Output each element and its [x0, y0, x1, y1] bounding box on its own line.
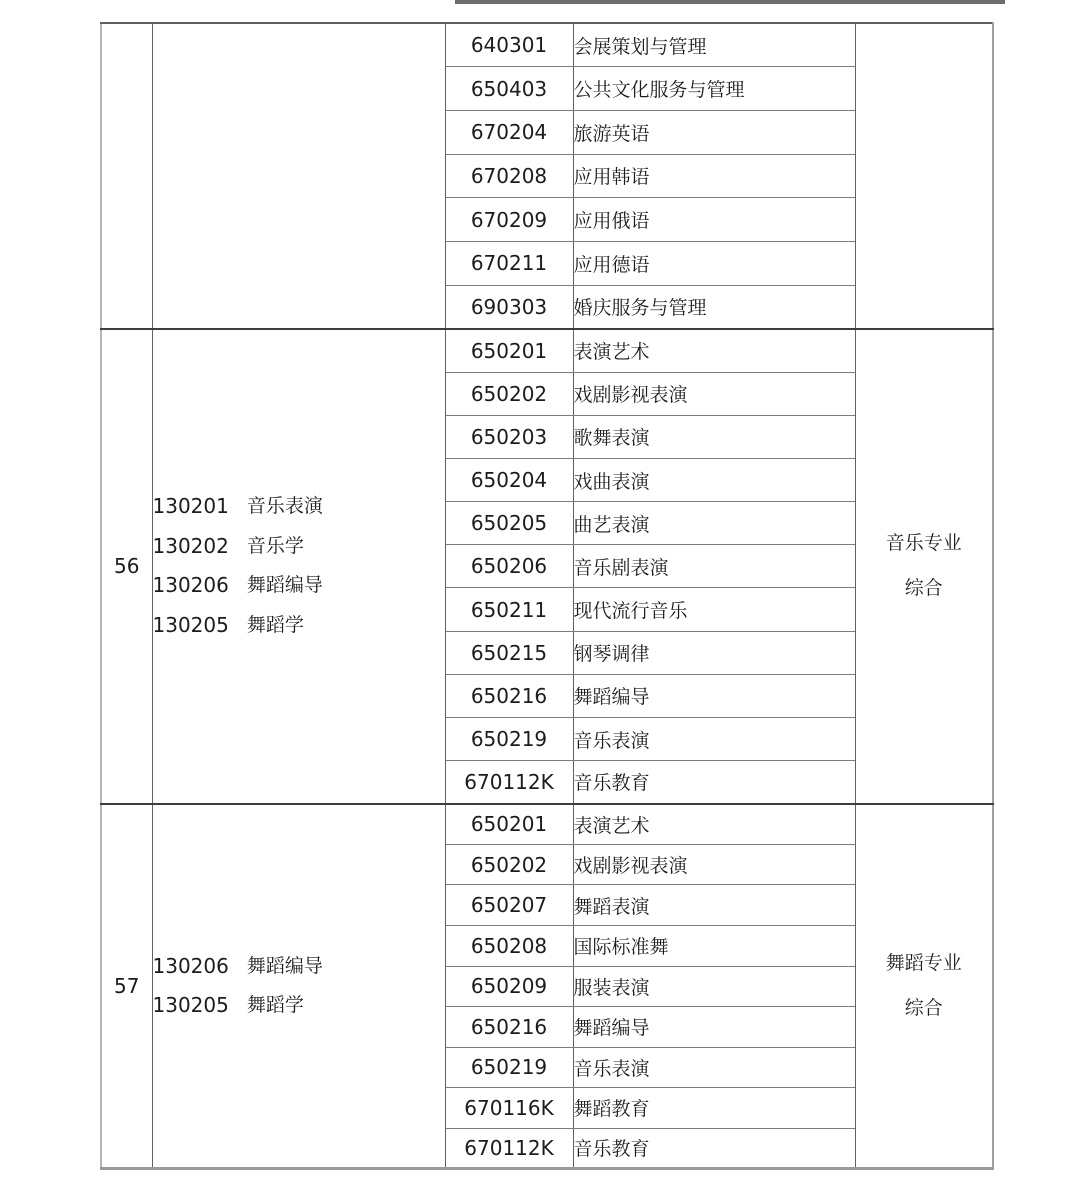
- vocational-name-cell: 应用韩语: [573, 154, 855, 198]
- table-row: [101, 804, 993, 845]
- vocational-name-cell: 舞蹈表演: [573, 885, 855, 926]
- vocational-name-cell: 应用俄语: [573, 198, 855, 242]
- vocational-code-cell: 670204: [445, 110, 573, 154]
- exam-subject-line: 综合: [904, 997, 943, 1020]
- vocational-code-cell: 650211: [445, 588, 573, 631]
- vocational-name-cell: 国际标准舞: [573, 925, 855, 966]
- undergrad-major-code: 130205: [152, 993, 229, 1018]
- vocational-name-cell: 旅游英语: [573, 110, 855, 154]
- row-number: 56: [114, 554, 140, 579]
- undergrad-major-code: 130205: [152, 612, 229, 637]
- vocational-code-cell: 650207: [445, 885, 573, 926]
- vocational-name-cell: 公共文化服务与管理: [573, 67, 855, 111]
- undergrad-major-name: 音乐学: [246, 534, 304, 557]
- vocational-code-cell: 640301: [445, 23, 573, 67]
- vocational-name-cell: 应用德语: [573, 242, 855, 286]
- vocational-code-cell: 670209: [445, 198, 573, 242]
- vocational-code-cell: 670208: [445, 154, 573, 198]
- vocational-name-cell: 戏曲表演: [573, 458, 855, 501]
- undergrad-major-line: [153, 566, 445, 606]
- row-number: 57: [114, 974, 140, 999]
- undergrad-majors-cell: [152, 329, 445, 804]
- vocational-code-cell: 650208: [445, 925, 573, 966]
- vocational-name-cell: 戏剧影视表演: [573, 372, 855, 415]
- vocational-name-cell: 音乐表演: [573, 1047, 855, 1088]
- empty-row-number-cell: [101, 23, 152, 329]
- page-top-artifact-bar: [455, 0, 1005, 4]
- vocational-code-cell: 650201: [445, 804, 573, 845]
- vocational-code-cell: 650209: [445, 966, 573, 1007]
- exam-subject-line: 音乐专业: [885, 532, 962, 555]
- row-number-cell: [101, 329, 152, 804]
- undergrad-major-line: [153, 487, 445, 527]
- vocational-name-cell: 舞蹈编导: [573, 1007, 855, 1048]
- undergrad-major-line: [153, 527, 445, 567]
- vocational-name-cell: 舞蹈编导: [573, 674, 855, 717]
- vocational-name-cell: 服装表演: [573, 966, 855, 1007]
- vocational-code-cell: 650219: [445, 717, 573, 760]
- vocational-code-cell: 650215: [445, 631, 573, 674]
- vocational-code-cell: 650202: [445, 372, 573, 415]
- vocational-name-cell: 音乐教育: [573, 761, 855, 804]
- vocational-code-cell: 650216: [445, 674, 573, 717]
- vocational-code-cell: 650203: [445, 415, 573, 458]
- undergrad-major-line: [153, 606, 445, 646]
- vocational-code-cell: 670112K: [445, 1128, 573, 1169]
- vocational-code-cell: 650219: [445, 1047, 573, 1088]
- table-row: [101, 23, 993, 67]
- undergrad-major-code: 130201: [152, 494, 229, 519]
- empty-exam-subject-cell: [855, 23, 993, 329]
- table-row: [101, 329, 993, 372]
- undergrad-major-name: 舞蹈编导: [246, 574, 323, 597]
- vocational-code-cell: 650216: [445, 1007, 573, 1048]
- undergrad-major-code: 130206: [152, 573, 229, 598]
- vocational-code-cell: 670116K: [445, 1088, 573, 1129]
- undergrad-major-name: 音乐表演: [246, 495, 323, 518]
- exam-subject-line: 综合: [904, 577, 943, 600]
- vocational-name-cell: 表演艺术: [573, 804, 855, 845]
- exam-subject-cell: [855, 804, 993, 1169]
- exam-subject-line: 舞蹈专业: [885, 952, 962, 975]
- vocational-code-cell: 650201: [445, 329, 573, 372]
- undergrad-major-name: 舞蹈编导: [246, 954, 323, 977]
- vocational-code-cell: 650403: [445, 67, 573, 111]
- vocational-code-cell: 650205: [445, 502, 573, 545]
- vocational-code-cell: 650202: [445, 844, 573, 885]
- vocational-name-cell: 婚庆服务与管理: [573, 285, 855, 329]
- vocational-name-cell: 音乐剧表演: [573, 545, 855, 588]
- undergrad-majors-cell: [152, 804, 445, 1169]
- vocational-name-cell: 表演艺术: [573, 329, 855, 372]
- exam-subject-cell: [855, 329, 993, 804]
- undergrad-major-line: [153, 947, 445, 987]
- undergrad-major-code: 130202: [152, 533, 229, 558]
- vocational-name-cell: 钢琴调律: [573, 631, 855, 674]
- undergrad-major-name: 舞蹈学: [246, 994, 304, 1017]
- undergrad-major-name: 舞蹈学: [246, 613, 304, 636]
- vocational-code-cell: 650206: [445, 545, 573, 588]
- vocational-code-cell: 670112K: [445, 761, 573, 804]
- vocational-name-cell: 舞蹈教育: [573, 1088, 855, 1129]
- vocational-name-cell: 现代流行音乐: [573, 588, 855, 631]
- vocational-code-cell: 650204: [445, 458, 573, 501]
- major-mapping-table: [100, 22, 994, 1170]
- vocational-name-cell: 戏剧影视表演: [573, 844, 855, 885]
- vocational-name-cell: 音乐表演: [573, 717, 855, 760]
- vocational-name-cell: 音乐教育: [573, 1128, 855, 1169]
- undergrad-major-code: 130206: [152, 953, 229, 978]
- undergrad-major-line: [153, 986, 445, 1026]
- vocational-name-cell: 曲艺表演: [573, 502, 855, 545]
- row-number-cell: [101, 804, 152, 1169]
- vocational-code-cell: 670211: [445, 242, 573, 286]
- vocational-name-cell: 歌舞表演: [573, 415, 855, 458]
- vocational-name-cell: 会展策划与管理: [573, 23, 855, 67]
- vocational-code-cell: 690303: [445, 285, 573, 329]
- empty-undergrad-cell: [152, 23, 445, 329]
